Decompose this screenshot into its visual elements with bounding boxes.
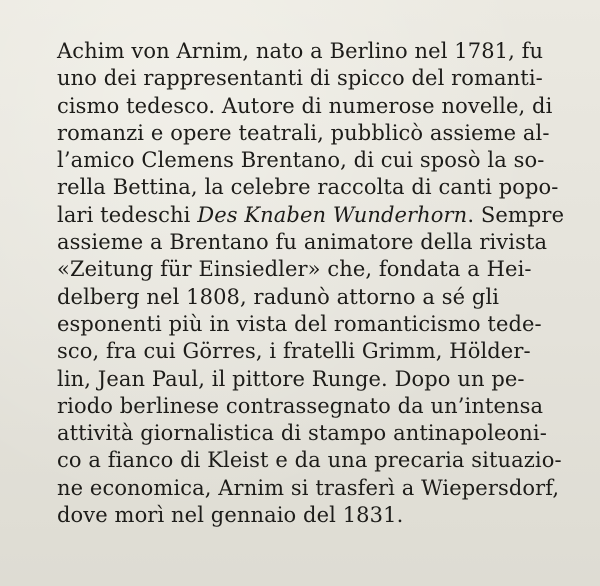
line-text: uno dei rappresentanti di spicco del romanti- — [57, 66, 543, 91]
text-line — [57, 120, 577, 147]
text-line — [57, 284, 577, 311]
line-text: lin, Jean Paul, il pittore Runge. Dopo un pe- — [57, 366, 525, 391]
text-line — [57, 338, 577, 365]
line-text: co a fianco di Kleist e da una precaria situazio- — [57, 448, 562, 473]
book-title-italic: Des Knaben Wunderhorn — [197, 202, 468, 227]
biography-paragraph — [57, 38, 577, 529]
text-line — [57, 475, 577, 502]
line-text: ne economica, Arnim si trasferì a Wiepersdorf, — [57, 475, 560, 500]
line-text-after: . Sempre — [467, 202, 565, 227]
line-text: delberg nel 1808, radunò attorno a sé gli — [57, 284, 500, 309]
text-line — [57, 202, 577, 229]
line-text: sco, fra cui Görres, i fratelli Grimm, Hölder- — [57, 339, 531, 364]
line-text: «Zeitung für Einsiedler» che, fondata a Hei- — [57, 257, 532, 282]
text-line — [57, 256, 577, 283]
text-line — [57, 38, 577, 65]
line-text: assieme a Brentano fu animatore della rivista — [57, 230, 548, 255]
line-text: attività giornalistica di stampo antinapoleoni- — [57, 421, 547, 446]
line-text: rella Bettina, la celebre raccolta di canti popo- — [57, 175, 559, 200]
text-line — [57, 447, 577, 474]
text-line — [57, 229, 577, 256]
text-line — [57, 311, 577, 338]
line-text: romanzi e opere teatrali, pubblicò assieme al- — [57, 120, 550, 145]
line-text: lari tedeschi — [57, 202, 198, 227]
line-text: l’amico Clemens Brentano, di cui sposò la so- — [57, 148, 545, 173]
line-text: riodo berlinese contrassegnato da un’intensa — [57, 393, 544, 418]
text-line — [57, 366, 577, 393]
text-line — [57, 420, 577, 447]
line-text: dove morì nel gennaio del 1831. — [57, 503, 404, 528]
text-line — [57, 65, 577, 92]
text-line — [57, 93, 577, 120]
text-line — [57, 174, 577, 201]
text-line — [57, 393, 577, 420]
line-text: esponenti più in vista del romanticismo tede- — [57, 311, 542, 336]
text-line — [57, 502, 577, 529]
line-text: Achim von Arnim, nato a Berlino nel 1781, fu — [57, 39, 544, 63]
line-text: cismo tedesco. Autore di numerose novelle, di — [57, 93, 553, 118]
text-line — [57, 147, 577, 174]
